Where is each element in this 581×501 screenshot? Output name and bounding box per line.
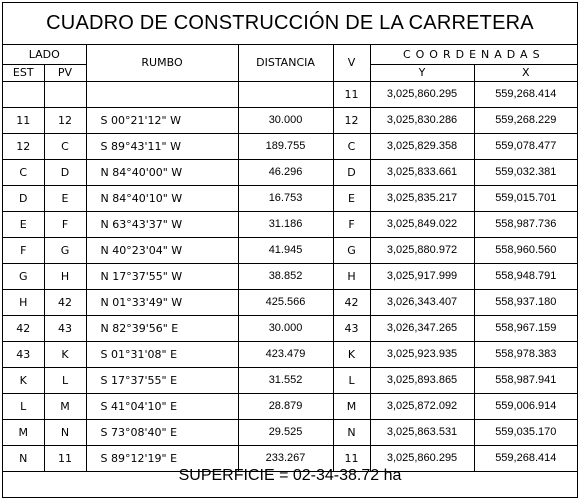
cell-y: 3,025,893.865	[370, 367, 474, 393]
cell-est: 12	[3, 133, 44, 159]
cell-distancia: 30.000	[238, 107, 333, 133]
cell-v: 43	[333, 315, 370, 341]
cell-y: 3,025,872.092	[370, 393, 474, 419]
cell-rumbo: S 41°04'10" E	[86, 393, 238, 419]
cell-v: E	[333, 185, 370, 211]
cell-pv: E	[44, 185, 86, 211]
cell-y: 3,025,830.286	[370, 107, 474, 133]
cell-distancia: 423.479	[238, 341, 333, 367]
table-row	[3, 289, 577, 315]
cell-x: 558,937.180	[474, 289, 577, 315]
cell-est: G	[3, 263, 44, 289]
cell-v: C	[333, 133, 370, 159]
cell-pv: C	[44, 133, 86, 159]
cell-x: 558,960.560	[474, 237, 577, 263]
cell-x: 558,948.791	[474, 263, 577, 289]
cell-y: 3,025,833.661	[370, 159, 474, 185]
cell-est: 42	[3, 315, 44, 341]
cell-distancia: 28.879	[238, 393, 333, 419]
table-row	[3, 211, 577, 237]
cell-y: 3,025,860.295	[370, 81, 474, 107]
header-pv: PV	[44, 64, 86, 81]
construction-table	[3, 45, 577, 472]
cell-x: 558,987.736	[474, 211, 577, 237]
cell-est: K	[3, 367, 44, 393]
header-est: EST	[3, 64, 44, 81]
cell-est: M	[3, 419, 44, 445]
cell-est: H	[3, 289, 44, 315]
cell-rumbo: S 89°43'11" W	[86, 133, 238, 159]
cell-rumbo: N 84°40'10" W	[86, 185, 238, 211]
cell-x: 559,268.414	[474, 81, 577, 107]
cell-y: 3,025,923.935	[370, 341, 474, 367]
cell-est: F	[3, 237, 44, 263]
cell-v: H	[333, 263, 370, 289]
cell-distancia: 425.566	[238, 289, 333, 315]
cell-pv: N	[44, 419, 86, 445]
cell-distancia: 38.852	[238, 263, 333, 289]
cell-est: L	[3, 393, 44, 419]
cell-pv: G	[44, 237, 86, 263]
cell-pv: K	[44, 341, 86, 367]
construction-table-sheet	[2, 2, 578, 498]
table-row	[3, 341, 577, 367]
cell-distancia: 189.755	[238, 133, 333, 159]
table-row	[3, 185, 577, 211]
cell-pv: D	[44, 159, 86, 185]
cell-v: K	[333, 341, 370, 367]
cell-pv: L	[44, 367, 86, 393]
cell-rumbo	[86, 81, 238, 107]
cell-y: 3,025,849.022	[370, 211, 474, 237]
cell-y: 3,025,835.217	[370, 185, 474, 211]
cell-est: 43	[3, 341, 44, 367]
header-coordenadas: COORDENADAS	[370, 45, 577, 64]
cell-rumbo: N 01°33'49" W	[86, 289, 238, 315]
cell-rumbo: N 40°23'04" W	[86, 237, 238, 263]
cell-y: 3,025,863.531	[370, 419, 474, 445]
cell-pv: 43	[44, 315, 86, 341]
cell-rumbo: S 17°37'55" E	[86, 367, 238, 393]
cell-pv: H	[44, 263, 86, 289]
cell-v: N	[333, 419, 370, 445]
cell-v: M	[333, 393, 370, 419]
cell-v: D	[333, 159, 370, 185]
cell-distancia: 31.186	[238, 211, 333, 237]
header-y: Y	[370, 64, 474, 81]
cell-x: 559,032.381	[474, 159, 577, 185]
header-lado: LADO	[3, 45, 86, 64]
cell-v: 11	[333, 445, 370, 471]
header-v: V	[333, 45, 370, 81]
cell-x: 559,268.414	[474, 445, 577, 471]
cell-v: G	[333, 237, 370, 263]
cell-est	[3, 81, 44, 107]
cell-rumbo: N 63°43'37" W	[86, 211, 238, 237]
table-row	[3, 159, 577, 185]
table-row	[3, 107, 577, 133]
cell-rumbo: N 82°39'56" E	[86, 315, 238, 341]
cell-x: 558,967.159	[474, 315, 577, 341]
cell-est: C	[3, 159, 44, 185]
cell-x: 559,268.229	[474, 107, 577, 133]
cell-y: 3,026,347.265	[370, 315, 474, 341]
cell-x: 558,978.383	[474, 341, 577, 367]
cell-y: 3,025,829.358	[370, 133, 474, 159]
cell-distancia: 233.267	[238, 445, 333, 471]
cell-y: 3,025,860.295	[370, 445, 474, 471]
cell-y: 3,025,880.972	[370, 237, 474, 263]
cell-v: 12	[333, 107, 370, 133]
cell-distancia: 31.552	[238, 367, 333, 393]
cell-rumbo: N 84°40'00" W	[86, 159, 238, 185]
cell-distancia: 30.000	[238, 315, 333, 341]
table-row	[3, 81, 577, 107]
table-row	[3, 133, 577, 159]
cell-v: 42	[333, 289, 370, 315]
cell-rumbo: S 01°31'08" E	[86, 341, 238, 367]
cell-est: E	[3, 211, 44, 237]
table-row	[3, 263, 577, 289]
cell-distancia: 41.945	[238, 237, 333, 263]
table-row	[3, 393, 577, 419]
cell-pv: F	[44, 211, 86, 237]
surface-area: SUPERFICIE = 02-34-38.72 ha	[178, 466, 402, 484]
cell-rumbo: S 73°08'40" E	[86, 419, 238, 445]
cell-x: 559,035.170	[474, 419, 577, 445]
cell-x: 559,006.914	[474, 393, 577, 419]
header-distancia: DISTANCIA	[238, 45, 333, 81]
table-title: CUADRO DE CONSTRUCCIÓN DE LA CARRETERA	[3, 3, 577, 45]
cell-pv	[44, 81, 86, 107]
cell-est: D	[3, 185, 44, 211]
cell-x: 559,078.477	[474, 133, 577, 159]
cell-distancia	[238, 81, 333, 107]
cell-pv: M	[44, 393, 86, 419]
table-row	[3, 419, 577, 445]
table-row	[3, 315, 577, 341]
cell-pv: 11	[44, 445, 86, 471]
cell-y: 3,025,917.999	[370, 263, 474, 289]
cell-pv: 42	[44, 289, 86, 315]
cell-y: 3,026,343.407	[370, 289, 474, 315]
cell-rumbo: S 00°21'12" W	[86, 107, 238, 133]
cell-est: N	[3, 445, 44, 471]
table-row	[3, 367, 577, 393]
cell-distancia: 16.753	[238, 185, 333, 211]
cell-x: 559,015.701	[474, 185, 577, 211]
cell-v: 11	[333, 81, 370, 107]
cell-x: 558,987.941	[474, 367, 577, 393]
cell-distancia: 29.525	[238, 419, 333, 445]
cell-rumbo: N 17°37'55" W	[86, 263, 238, 289]
cell-v: F	[333, 211, 370, 237]
header-x: X	[474, 64, 577, 81]
table-row	[3, 237, 577, 263]
header-rumbo: RUMBO	[86, 45, 238, 81]
cell-rumbo: S 89°12'19" E	[86, 445, 238, 471]
cell-distancia: 46.296	[238, 159, 333, 185]
cell-v: L	[333, 367, 370, 393]
table-body	[3, 81, 577, 471]
cell-est: 11	[3, 107, 44, 133]
cell-pv: 12	[44, 107, 86, 133]
